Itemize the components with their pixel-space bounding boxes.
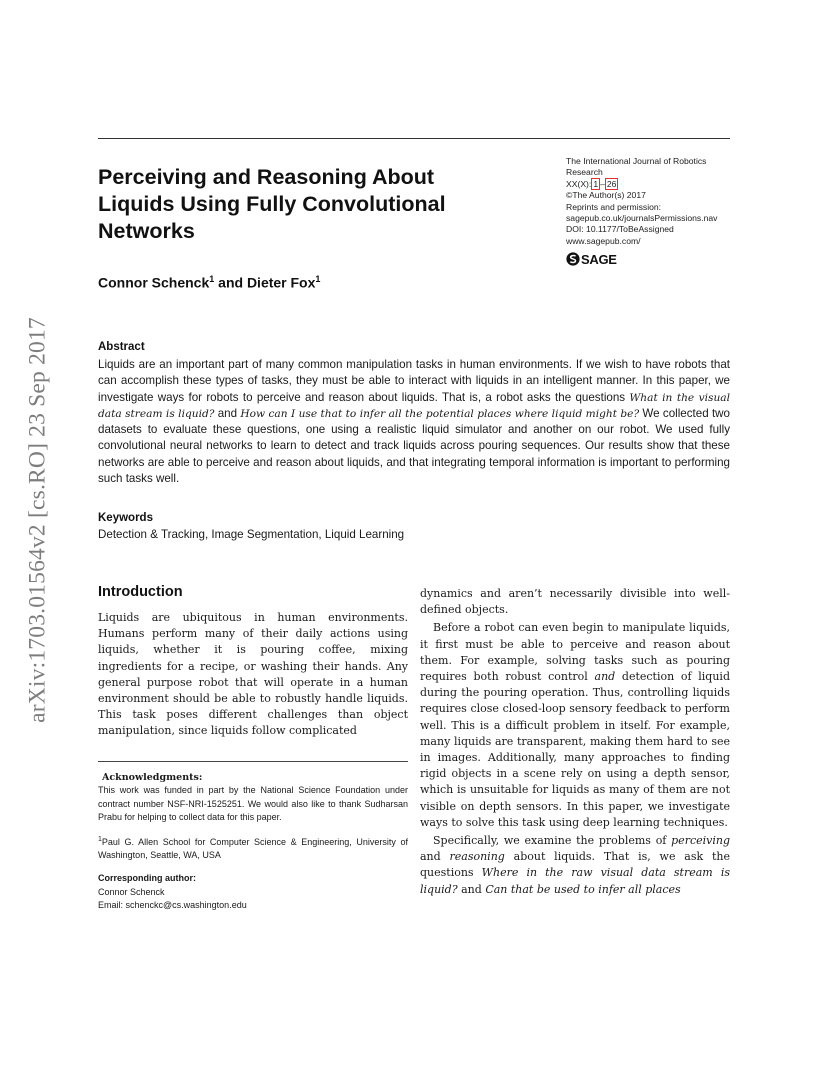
journal-volume: XX(X): <box>566 178 592 189</box>
journal-name-line-1: The International Journal of Robotics <box>566 156 707 166</box>
page-start-link[interactable]: 1 <box>593 178 599 189</box>
affiliation-mark: 1 <box>98 835 102 843</box>
page-end-link[interactable]: 26 <box>606 178 617 189</box>
body-column-right <box>420 586 730 898</box>
abstract-text <box>98 357 730 487</box>
journal-info-block <box>566 156 746 266</box>
corresponding-author-heading: Corresponding author: <box>98 873 196 884</box>
abstract-heading: Abstract <box>98 341 145 353</box>
paper-title: Perceiving and Reasoning About Liquids Using Fully Convolutional Networks <box>98 165 446 243</box>
keywords-heading: Keywords <box>98 512 153 524</box>
author-name: Dieter Fox <box>246 274 316 291</box>
body-text: about liquids. That is, we ask the questions <box>420 850 730 880</box>
keywords-text: Detection & Tracking, Image Segmentation, Liquid Learning <box>98 528 405 541</box>
affiliation-mark: 1 <box>315 274 321 284</box>
abstract-text-part: and <box>214 406 241 420</box>
abstract-question: How can I use that to infer all the potential places where liquid might be? <box>240 407 640 420</box>
body-emphasis: perceiving <box>671 834 730 848</box>
header-rule <box>98 138 730 139</box>
sage-logo <box>566 252 746 266</box>
acknowledgments-heading: Acknowledgments: <box>102 772 203 783</box>
page-separator: – <box>600 178 605 189</box>
body-column-left <box>98 610 408 740</box>
body-emphasis: Can that be used to infer all places <box>485 882 681 896</box>
body-text: Specifically, we examine the problems of <box>433 834 672 848</box>
author-conjunction: and <box>214 274 247 291</box>
sage-logo-text: SAGE <box>581 251 617 267</box>
abstract-text-part: We collected two datasets to evaluate these questions, one using a realistic liquid simulator and another on our robot. We used fully convolutional neural networks to learn to detect and track liquids across pouring sequences. Our results show that these networks are able to perceive and reason about liquids, and that integrating temporal information is important to performing such tasks well. <box>98 406 730 486</box>
abstract-text-part: Liquids are an important part of many common manipulation tasks in human environments. If we wish to have robots that can accomplish these types of tasks, they must be able to interact with liquids in an intelligent manner. In this paper, we investigate ways for robots to perceive and reason about liquids. That is, a robot asks the questions <box>98 358 730 404</box>
journal-reprints: Reprints and permission: <box>566 201 662 212</box>
journal-copyright: ©The Author(s) 2017 <box>566 190 646 201</box>
abstract-question: What in the visual data stream is liquid? <box>98 391 730 420</box>
sage-logo-icon <box>566 252 580 266</box>
body-emphasis: reasoning <box>449 850 505 864</box>
journal-permissions-url[interactable]: sagepub.co.uk/journalsPermissions.nav <box>566 213 718 224</box>
author-name: Connor Schenck <box>98 274 210 291</box>
footnote-rule <box>98 761 408 762</box>
body-paragraph: Liquids are ubiquitous in human environments. Humans perform many of their daily actions using liquids, whether it is pouring coffee, mixing ingredients for a recipe, or washing their hands. Any general purpose robot that will operate in a human environment should be able to robustly handle liquids. This task poses different challenges than object manipulation, since liquids follow complicated <box>98 611 408 738</box>
body-paragraph <box>420 620 730 831</box>
corresponding-author-name: Connor Schenck <box>98 886 165 897</box>
acknowledgments-text: This work was funded in part by the National Science Foundation under contract number NSF-NRI-1525251. We would also like to thank Sudharsan Prabu for helping to collect data for this paper. <box>98 785 408 823</box>
footnotes-block <box>98 771 408 913</box>
body-text: and <box>420 850 450 864</box>
journal-volume-pages <box>566 179 746 190</box>
affiliation-footnote <box>98 833 408 863</box>
body-paragraph <box>420 833 730 898</box>
introduction-heading: Introduction <box>98 584 183 600</box>
journal-website[interactable]: www.sagepub.com/ <box>566 235 641 246</box>
corresponding-author-email[interactable]: Email: schenckc@cs.washington.edu <box>98 900 247 911</box>
journal-name-line-2: Research <box>566 167 603 178</box>
journal-doi: DOI: 10.1177/ToBeAssigned <box>566 224 674 235</box>
author-list <box>98 274 320 291</box>
body-text: and <box>457 882 486 896</box>
affiliation-text: Paul G. Allen School for Computer Science & Engineering, University of Washington, Seattle, WA, USA <box>98 836 408 861</box>
body-paragraph: dynamics and aren’t necessarily divisible into well-defined objects. <box>420 587 730 617</box>
body-emphasis: and <box>594 670 616 684</box>
body-text: detection of liquid during the pouring operation. Thus, controlling liquids requires close closed-loop sensory feedback to perform well. This is a difficult problem in itself. For example, many liquids are transparent, making them hard to see in images. Additionally, many approaches to finding rigid objects in a scene rely on using a depth sensor, which is unsuitable for liquids as many of them are not visible on depth sensors. In this paper, we investigate ways to solve this task using deep learning techniques. <box>420 670 730 829</box>
arxiv-identifier-stamp[interactable]: arXiv:1703.01564v2 [cs.RO] 23 Sep 2017 <box>24 317 51 723</box>
body-text: Before a robot can even begin to manipulate liquids, it first must be able to perceive and reason about them. For example, solving tasks such as pouring requires both robust control <box>420 621 730 684</box>
affiliation-mark: 1 <box>209 274 215 284</box>
body-emphasis: Where in the raw visual data stream is liquid? <box>420 866 730 896</box>
